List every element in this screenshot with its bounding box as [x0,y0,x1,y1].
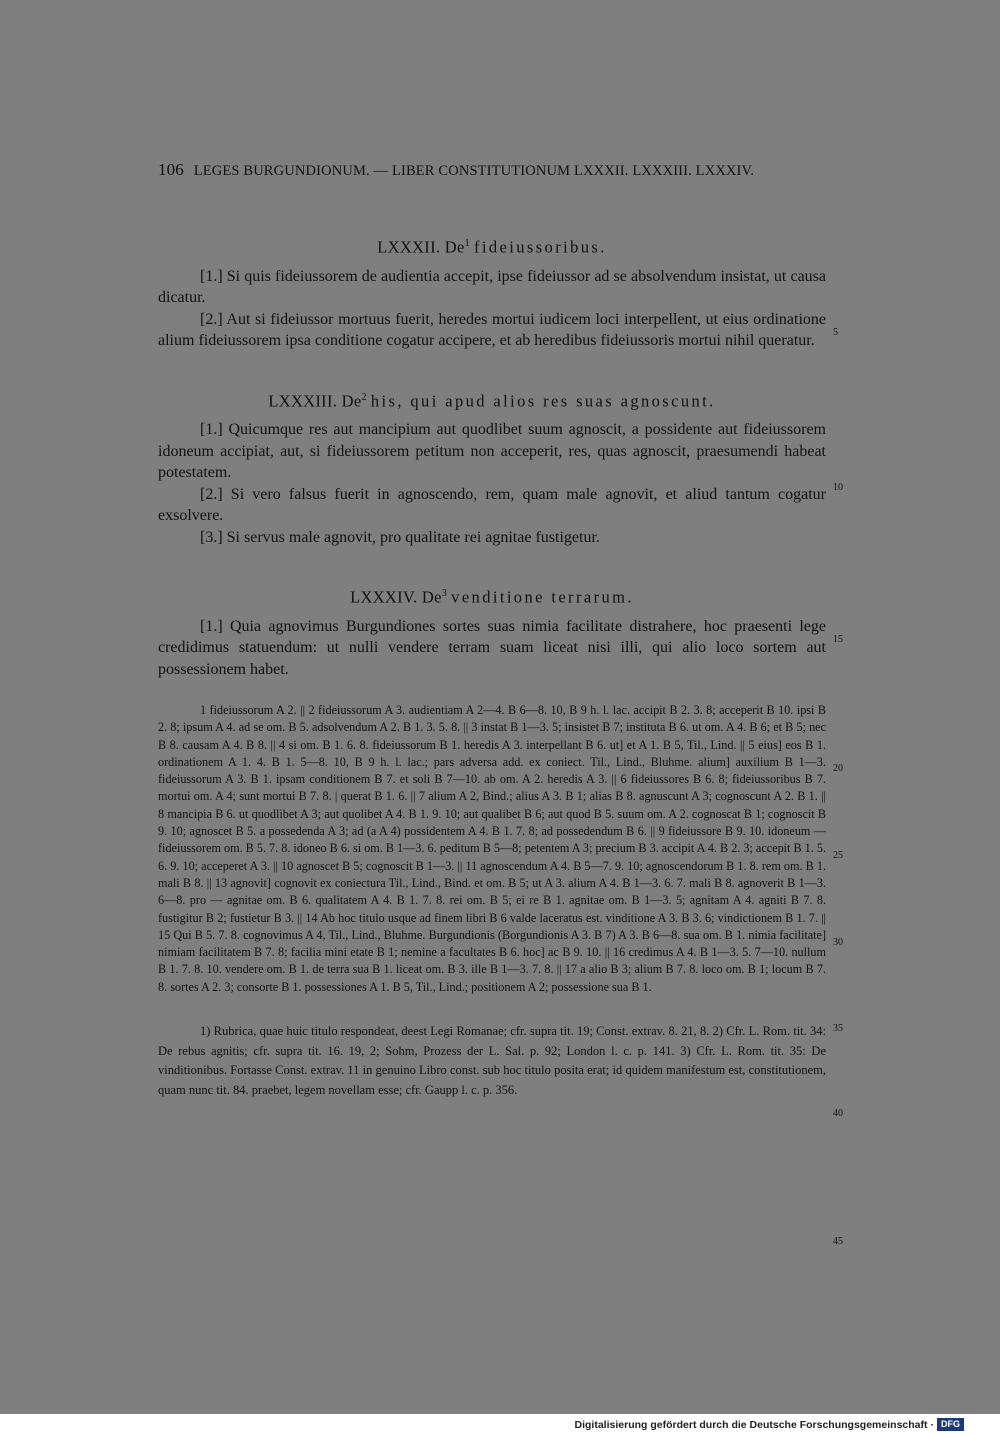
critical-apparatus: 1 fideiussorum A 2. || 2 fideiussorum A 3. audientiam A 2—4. B 6—8. 10, B 9 h. l. lac. accipit B 2. 3. 8; acceperit B 10. ipsi B 2. 8; ipsum A 4. ad se om. B 5. adsolvendum A 2. B 1. 3. 5. 8. || 3 instat B 1—3. 5; insistet B 7; instituta B 6. ut om. A 4. B 6; et B 5; nec B 8. causam A 4. B 8. || 4 si om. B 1. 6. 8. fideiussorum B 1. heredis A 3. interpellant B 6. ut] et A 1. B 5, Til., Lind. || 5 eius] eos B 1. ordinationem A 1. 4. B 1. 5—8. 10, B 9 h. l. lac.; pars adversa add. ex coniect. Til., Lind., Bluhme. alium] auxilium B 1—3. fideiussorum A 3. B 1. ipsam conditionem B 7. et soli B 7—10. ab om. A 2. heredis A 3. || 6 fideiussores B 6. 8; fideiussoribus B 7. mortui om. A 4; sunt mortui B 7. 8. | querat B 1. 6. || 7 alium A 2, Bind.; alius A 3. B 1; alias B 8. agnuscunt A 3; cognoscunt A 2. B 1. || 8 mancipia B 6. ut quodlibet A 3; aut quolibet A 4. B 1. 9. 10; aut qualibet B 6; aut quod B 5. suum om. A 2. cognoscat B 1; cognoscit B 9. 10; agnoscet B 5. a possedenda A 3; ad (a A 4) possidentem A 4. B 1. 7. 8; ad possedendum B 6. || 9 fideiussore B 9. 10. idoneum — fideiussorem om. B 5. 7. 8. idoneo B 6. si om. B 1—3. 6. peditum B 5—8; petentem A 3; precium B 3. accipit A 4. B 2. 3; accepit B 1. 5. 6. 9. 10; acceperet A 3. || 10 agnoscet B 5; cognoscit B 1—3. || 11 agnoscendum A 4. B 5—7. 9. 10; agnoscendorum B 1. 8. rem om. B 1. mali B 8. || 13 agnovit] cognovit ex coniectura Til., Lind., Bind. et om. B 5; ut A 3. alium A 4. B 1—3. 6. 7. mali B 8. agnoverit B 1—3. 6—8. pro — agnitae om. B 6. qualitatem A 4. B 1. 7. 8. rei om. B 5; ei re B 1. agnitae om. B 1—3. 5; agnitam A 4. agniti B 7. 8. fustigitur B 2; fustietur B 3. || 14 Ab hoc titulo usque ad finem libri B 6 valde laceratus est. vinditione A 3. B 3. 6; vindictionem B 1. 7. || 15 Qui B 5. 7. 8. cognovimus A 4, Til., Lind., Bluhme. Burgundionis (Borgundionis A 3. B 7) A 3. B 6—8. sua om. B 1. nimia facilitate] nimiam facilitatem B 7. 8; facilia mini etate B 1; nemine a facultates B 6. hoc] ac B 9. 10. || 16 credimus A 4. B 1—3. 5. 7—10. nullum B 1. 7. 8. 10. vendere om. B 1. de terra sua B 1. liceat om. B 3. ille B 1—3. 7. 8. || 17 a alio B 3; alium B 7. 8. loco om. B 1; locum B 7. 8. sortes A 2. 3; consorte B 1. possessiones A 1. B 5, Til., Lind.; positionem A 2; possessione sua B 1. [158,703,826,994]
section-title [158,582,826,610]
footnote-ref: 2 [361,391,367,403]
footnote-ref: 3 [441,588,447,599]
paragraph: [1.] Si quis fideiussorem de audientia accepit, ipse fideiussor ad se absolvendum insistat, ut causa dicatur. [158,267,826,306]
title-section-84 [158,582,826,680]
page-number: 106 [158,160,184,179]
dfg-logo: DFG [937,1418,964,1431]
title-de: De [444,237,465,257]
line-number: 20 [833,763,843,774]
footnote-ref: 1 [464,238,470,249]
title-section-83 [158,386,826,549]
line-number: 15 [833,634,843,645]
title-number: LXXXII. [377,237,441,257]
line-number: 5 [833,327,838,338]
funding-footer [575,1418,964,1431]
page-content [158,160,826,1113]
title-de: De [341,391,362,410]
line-number: 30 [833,937,843,948]
line-number: 40 [833,1108,843,1119]
title-rubric: venditione terrarum. [451,587,634,607]
line-number: 35 [833,1023,843,1034]
title-de: De [421,587,442,607]
paragraph: [1.] Quicumque res aut mancipium aut quodlibet suum agnoscit, a possidente aut fideiussorem idoneum accipiat, aut, si fideiussorem petitum non acceperit, res, quas agnoscit, praesumendi habeat potestatem. [158,421,826,481]
title-number: LXXXIV. [350,587,418,607]
line-number: 10 [833,482,843,493]
running-title: LEGES BURGUNDIONUM. — LIBER CONSTITUTIONUM LXXXII. LXXXIII. LXXXIV. [193,163,755,179]
title-rubric: his, qui apud alios res suas agnoscunt. [370,391,716,410]
line-number: 45 [833,1236,843,1247]
paragraph: [2.] Si vero falsus fuerit in agnoscendo, rem, quam male agnovit, et aliud tantum cogatur exsolvere. [158,485,826,524]
title-section-82 [158,232,826,352]
section-title [158,232,826,260]
title-rubric: fideiussoribus. [474,237,607,257]
section-title [158,386,826,414]
footnotes: 1) Rubrica, quae huic titulo respondeat, deest Legi Romanae; cfr. supra tit. 19; Const. extrav. 8. 21, 8. 2) Cfr. L. Rom. tit. 34: De rebus agnitis; cfr. supra tit. 16. 19, 2; Sohm, Prozess der L. Sal. p. 92; London l. c. p. 141. 3) Cfr. L. Rom. tit. 35: De vinditionibus. Fortasse Const. extrav. 11 in genuino Libro const. sub hoc titulo posita erat; id quidem manifestum est, constitutionem, quam nunc tit. 84. praebet, legem novellam esse; cfr. Gaupp l. c. p. 356. [158,1024,826,1097]
line-number: 25 [833,850,843,861]
paragraph: [3.] Si servus male agnovit, pro qualitate rei agnitae fustigetur. [200,528,600,546]
running-header [158,160,826,180]
footer-text: Digitalisierung gefördert durch die Deutsche Forschungsgemeinschaft [574,1418,928,1431]
paragraph: [2.] Aut si fideiussor mortuus fuerit, heredes mortui iudicem loci interpellent, ut eius ordinatione alium fideiussorem ipsa conditione cogatur accipere, et ab heredibus fideiussoris mortui nihil queratur. [158,310,826,349]
title-number: LXXXIII. [268,391,338,410]
footer-separator: · [930,1418,934,1431]
paragraph: [1.] Quia agnovimus Burgundiones sortes suas nimia facilitate distrahere, hoc praesenti lege credidimus statuendum: ut nulli vendere terram suam liceat nisi illi, qui alio loco sortem aut possessionem habet. [158,617,826,678]
